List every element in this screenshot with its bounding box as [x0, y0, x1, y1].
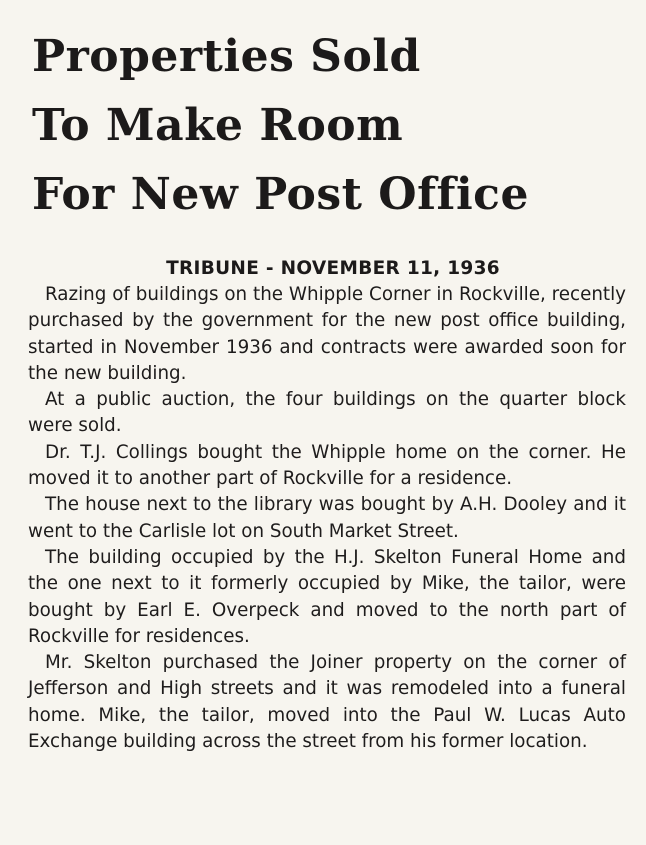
paragraph-4: The house next to the library was bought by A.H. Dooley and it went to the Carlisle lot on South Market Street.	[28, 494, 626, 542]
paragraph-6: Mr. Skelton purchased the Joiner property on the corner of Jefferson and High streets and it was remodeled into a funeral home. Mike, the tailor, moved into the Paul W. Lucas Auto Exchange building across the street from his former location.	[28, 652, 626, 753]
headline-line-2: To Make Room	[32, 100, 404, 151]
headline-line-3: For New Post Office	[32, 169, 529, 220]
paragraph-2: At a public auction, the four buildings on the quarter block were sold.	[28, 389, 626, 437]
headline	[32, 22, 529, 229]
paragraph-1: Razing of buildings on the Whipple Corner in Rockville, recently purchased by the government for the new post office building, started in November 1936 and contracts were awarded soon for the new building.	[28, 284, 626, 384]
headline-line-1: Properties Sold	[32, 31, 421, 82]
dateline: TRIBUNE - NOVEMBER 11, 1936	[166, 258, 500, 279]
paragraph-3: Dr. T.J. Collings bought the Whipple home on the corner. He moved it to another part of Rockville for a residence.	[28, 441, 626, 490]
article-body	[28, 282, 626, 755]
paragraph-5: The building occupied by the H.J. Skelton Funeral Home and the one next to it formerly occupied by Mike, the tailor, were bought by Earl E. Overpeck and moved to the north part of Rockville for residences.	[28, 546, 626, 647]
